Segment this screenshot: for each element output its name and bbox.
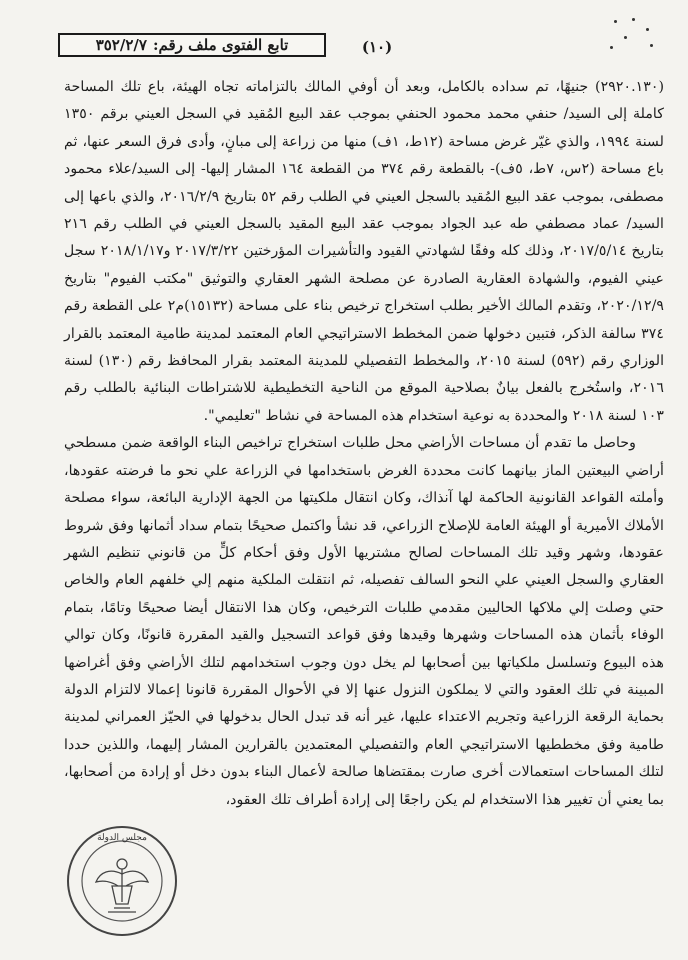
scan-specks	[606, 14, 666, 54]
file-number: ٣٥٢/٢/٧	[95, 36, 147, 54]
paragraph: (٢٩٢٠.١٣٠) جنيهًا، تم سداده بالكامل، وبعد أن أوفي المالك بالتزاماته تجاه الهيئة، باع تلك المساحة كاملة إلى السيد/ حنفي محمد محمود الحنفي بموجب عقد البيع المُقيد في السجل العيني برقم ١٣٥٠ لسنة ١٩٩٤، والذي غيّر غرض مساحة (١٢ط، ١ف) منها من زراعة إلى مبانٍ، وأدى فرق السعر عنها، ثم باع مساحة (٢س، ٧ط، ٥ف)- بالقطعة رقم ٣٧٤ من القطعة ١٦٤ المشار إليها- إلى السيد/علاء محمود مصطفى، بموجب عقد البيع المُقيد بالسجل العيني في الطلب رقم ٥٢ بتاريخ ٢٠١٦/٢/٩، والذي باعها إلى السيد/ عماد مصطفي طه عبد الجواد بموجب عقد البيع المقيد بالسجل العيني في الطلب رقم ٢١٦ بتاريخ ٢٠١٧/٥/١٤، وذلك كله وفقًا لشهادتي القيود والتأشيرات المؤرختين ٢٠١٧/٣/٢٢ و٢٠١٨/١/١٧ سجل عيني الفيوم، والشهادة العقارية الصادرة عن مصلحة الشهر العقاري والتوثيق "مكتب الفيوم" بتاريخ ٢٠٢٠/١٢/٩، وتقدم المالك الأخير بطلب استخراج ترخيص بناء على مساحة (١٥١٣٢)م٢ على القطعة رقم ٣٧٤ سالفة الذكر، فتبين دخولها ضمن المخطط الاستراتيجي العام المعتمد لمدينة طامية المعتمد بالقرار الوزاري رقم (٥٩٢) لسنة ٢٠١٥، والمخطط التفصيلي للمدينة المعتمد بقرار المحافظ رقم (١٣٠) لسنة ٢٠١٦، واستُخرج بالفعل بيانٌ بصلاحية الموقع من الناحية التخطيطية للاشتراطات البنائية بالطلب رقم ١٠٣ لسنة ٢٠١٨ والمحددة به نوعية استخدام هذه المساحة في نشاط "تعليمي".	[64, 79, 665, 424]
page-number: (١٠)	[361, 38, 393, 56]
fatwa-file-header	[58, 33, 326, 57]
paragraph: وحاصل ما تقدم أن مساحات الأراضي محل طلبات استخراج تراخيص البناء الواقعة ضمن مسطحي أراضي البيعتين الماز بيانهما كانت محددة الغرض باستخدامها في الزراعة علي نحو ما فرضته عقودها، وأملته القواعد القانونية الحاكمة لها آنذاك، وكان انتقال ملكيتها من الجهة الإدارية البائعة، سواء مصلحة الأملاك الأميرية أو الهيئة العامة للإصلاح الزراعي، قد نشأ واكتمل صحيحًا بتمام سداد أثمانها وفق شروط عقودها، وشهر وقيد تلك المساحات لصالح مشتريها الأول وفق أحكام كلٍّ من قانوني تنظيم الشهر العقاري والسجل العيني علي النحو السالف تفصيله، ثم انتقلت الملكية منهم إلي خلفهم العام والخاص حتي وصلت إلي ملاكها الحاليين مقدمي طلبات الترخيص، وكان هذا الانتقال أيضا صحيحًا وتامًا، بتمام الوفاء بأثمان هذه المساحات وشهرها وقيدها وفق قواعد التسجيل والقيد المقررة قانونًا، وكان توالي هذه البيوع وتسلسل ملكياتها بين أصحابها لم يخل دون وجوب استخدامهم لتلك الأراضي وفق أغراضها المبينة في تلك العقود والتي لا يملكون النزول عنها إلا في الأحوال المقررة قانونا إعمالا لالتزام الدولة بحماية الرقعة الزراعية وتجريم الاعتداء عليها، غير أنه قد تبدل الحال بدخولها في الحيّز العمراني لمدينة طامية وفق مخططيها الاستراتيجي العام والتفصيلي المعتمدين بالقرارين المشار إليهما، واللذين حددا لتلك المساحات استعمالات أخرى صارت بمقتضاها صالحة لأعمال البناء بدون دخل أو إرادة من أصحابها، بما يعني أن تغيير هذا الاستخدام لم يكن راجعًا إلى إرادة أطراف تلك العقود،	[64, 435, 664, 808]
eagle-emblem-icon	[96, 859, 148, 912]
header-label: تابع الفتوى ملف رقم:	[152, 36, 289, 54]
seal-text: مجلس الدولة	[97, 833, 147, 843]
state-council-seal	[62, 822, 182, 940]
document-body	[64, 74, 664, 814]
